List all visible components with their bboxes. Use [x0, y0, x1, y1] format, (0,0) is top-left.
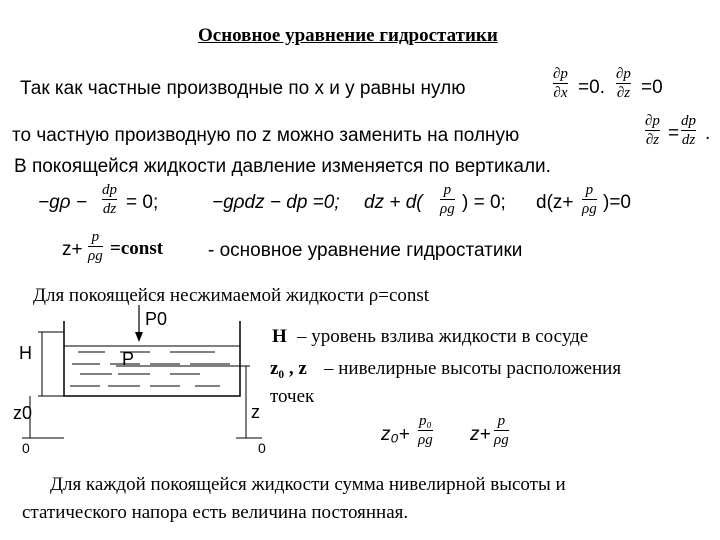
basic-equation-label: - основное уравнение гидростатики [208, 240, 523, 261]
text-line-1: Так как частные производные по x и y равны нулю [20, 78, 466, 99]
basic-equation-z: z+ [62, 239, 83, 260]
formula-3-suffix: ) = 0; [462, 192, 506, 213]
denominator-dz: ∂z [616, 85, 631, 101]
head-formula-fraction-0 [418, 413, 433, 448]
formula-4-suffix: )=0 [603, 192, 631, 213]
numerator-dp: ∂p [645, 113, 660, 129]
numerator-p0: p₀ [418, 413, 432, 429]
numerator-p: p [585, 182, 594, 198]
conclusion-line-2: статического напора есть величина постоянная. [22, 502, 409, 523]
formula-1-prefix: −gρ − [38, 192, 87, 213]
p0-arrow-icon [135, 332, 143, 342]
z-def-text-2: точек [270, 386, 315, 407]
denominator-rho-g: ρg [418, 432, 433, 448]
formula-zero-dot: =0. [578, 77, 605, 98]
denominator-dz-total: dz [681, 132, 696, 148]
label-p: P [122, 349, 135, 369]
formula-equals: = [668, 123, 680, 144]
formula-1-suffix: = 0; [126, 192, 159, 213]
formula-dot: . [705, 123, 711, 144]
formula-4-prefix: d(z+ [536, 192, 574, 213]
numerator-dp: ∂p [553, 66, 568, 82]
z-def-label: z₀ , z [270, 358, 307, 379]
numerator-p: p [443, 182, 452, 198]
denominator-dz: ∂z [645, 132, 660, 148]
basic-equation-const: =const [110, 238, 164, 259]
denominator-dz-total: dz [102, 201, 117, 217]
head-formula-z: z+ [470, 424, 491, 445]
formula-zero: =0 [641, 77, 663, 98]
h-def-label: H [272, 326, 287, 347]
numerator-p: p [497, 413, 506, 429]
denominator-rho-g: ρg [440, 201, 455, 217]
label-h: H [19, 343, 32, 363]
h-def-text: – уровень взлива жидкости в сосуде [297, 326, 589, 347]
head-formula-fraction [494, 413, 509, 448]
z-def-text: – нивелирные высоты расположения [324, 358, 622, 379]
label-zero-right: 0 [258, 440, 266, 456]
numerator-dp-total: dp [102, 182, 117, 198]
head-formula-z0: z₀+ [381, 424, 410, 445]
denominator-rho-g: ρg [88, 248, 103, 264]
label-z0: z0 [13, 403, 33, 423]
numerator-dp-total: dp [681, 113, 696, 129]
numerator-dp: ∂p [616, 66, 631, 82]
label-p0: P0 [145, 309, 168, 329]
denominator-rho-g: ρg [494, 432, 509, 448]
formula-2: −gρdz − dp =0; [212, 192, 340, 213]
incompressible-text: Для покоящейся несжимаемой жидкости ρ=const [33, 285, 430, 306]
text-line-2: то частную производную по z можно заменить на полную [12, 125, 520, 146]
numerator-p: p [91, 229, 100, 245]
liquid-hatching [70, 352, 230, 386]
page-title: Основное уравнение гидростатики [198, 25, 498, 46]
formula-3-prefix: dz + d( [364, 192, 423, 213]
conclusion-line-1: Для каждой покоящейся жидкости сумма нивелирной высоты и [50, 474, 566, 495]
label-zero-left: 0 [22, 440, 30, 456]
denominator-rho-g: ρg [582, 201, 597, 217]
denominator-dx: ∂x [553, 85, 568, 101]
label-z: z [251, 402, 260, 422]
text-line-3: В покоящейся жидкости давление изменяется по вертикали. [14, 156, 551, 177]
vessel-outline [64, 321, 240, 396]
